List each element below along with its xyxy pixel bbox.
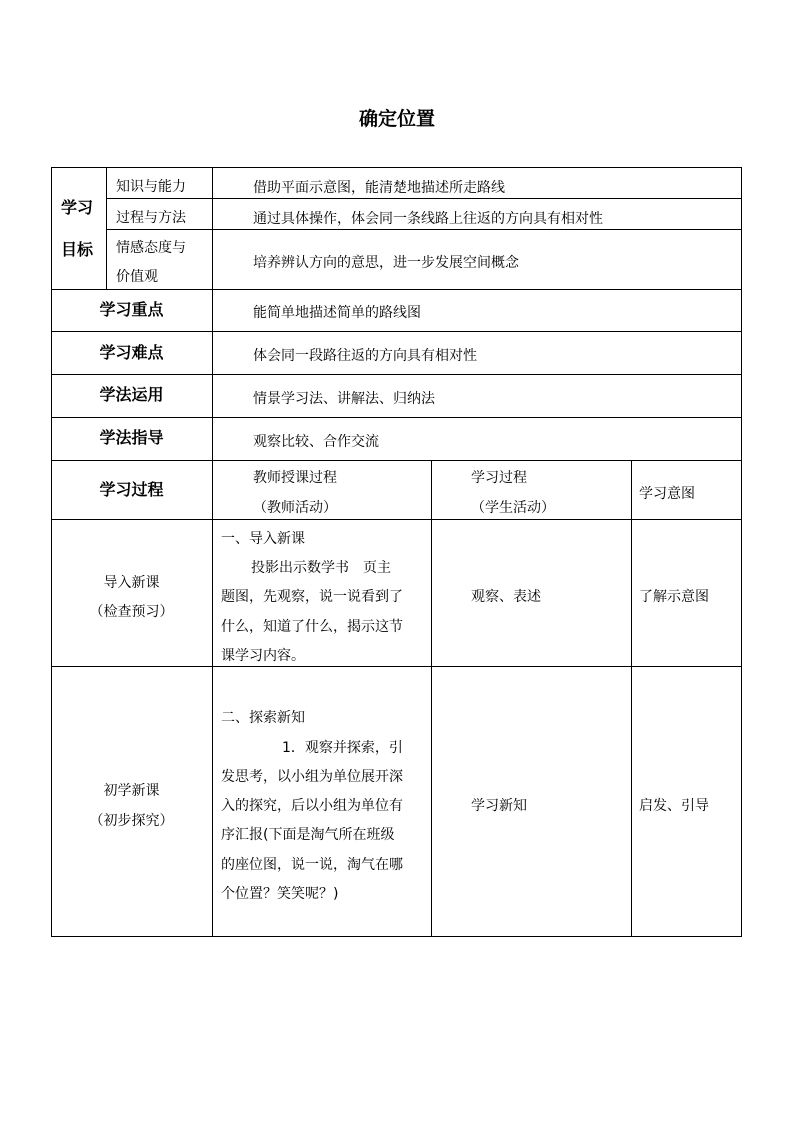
teacher-activity-subtitle: （教师活动）	[253, 500, 337, 516]
method-use-content: 情景学习法、讲解法、归纳法	[253, 391, 435, 407]
stage1-student: 观察、表述	[471, 589, 541, 605]
stage1-teacher-line: 课学习内容。	[221, 648, 305, 664]
objectives-heading-line1: 学习	[61, 198, 94, 217]
process-label: 学习过程	[99, 480, 164, 499]
objective-content-knowledge: 借助平面示意图，能清楚地描述所走路线	[253, 180, 505, 196]
page-title: 确定位置	[358, 108, 435, 130]
method-guide-content: 观察比较、合作交流	[253, 434, 379, 450]
objective-label-process: 过程与方法	[116, 210, 186, 226]
objective-label-emotion-line1: 情感态度与	[116, 240, 186, 256]
focus-content: 能简单地描述简单的路线图	[253, 305, 421, 321]
method-use-label: 学法运用	[99, 385, 164, 404]
student-activity-title: 学习过程	[471, 470, 527, 486]
stage1-subname: （检查预习）	[89, 604, 174, 620]
stage2-name: 初学新课	[103, 783, 160, 799]
stage1-teacher-line: 题图，先观察，说一说看到了	[221, 589, 403, 605]
method-guide-label: 学法指导	[99, 428, 164, 447]
stage2-teacher-line: 入的探究，后以小组为单位有	[221, 798, 403, 814]
stage1-name: 导入新课	[103, 575, 160, 591]
objective-content-process: 通过具体操作，体会同一条线路上往返的方向具有相对性	[253, 211, 603, 227]
stage2-subname: （初步探究）	[89, 813, 174, 829]
difficulty-label: 学习难点	[99, 343, 164, 362]
stage1-teacher-line: 一、导入新课	[221, 531, 305, 547]
intent-header: 学习意图	[639, 486, 695, 502]
stage2-student: 学习新知	[471, 798, 527, 814]
stage2-teacher-line: 二、探索新知	[221, 710, 305, 726]
stage1-intent: 了解示意图	[639, 589, 709, 605]
stage2-teacher-line: 个位置？笑笑呢？)	[221, 886, 339, 902]
focus-label: 学习重点	[99, 300, 164, 319]
stage2-teacher-line: 发思考，以小组为单位展开深	[221, 769, 403, 785]
stage2-teacher-line: 1．观察并探索，引	[282, 740, 403, 756]
stage2-intent: 启发、引导	[639, 798, 709, 814]
objective-label-knowledge: 知识与能力	[116, 179, 186, 195]
stage1-teacher-line: 什么，知道了什么，揭示这节	[221, 619, 403, 635]
objective-label-emotion-line2: 价值观	[116, 269, 158, 285]
stage1-teacher-line: 投影出示数学书 页主	[251, 560, 391, 576]
teacher-activity-title: 教师授课过程	[253, 470, 337, 486]
stage2-teacher-line: 的座位图，说一说，淘气在哪	[221, 857, 403, 873]
stage2-teacher-line: 序汇报(下面是淘气所在班级	[221, 827, 395, 843]
objectives-heading-line2: 目标	[61, 240, 94, 259]
objective-content-emotion: 培养辨认方向的意思，进一步发展空间概念	[253, 255, 519, 271]
difficulty-content: 体会同一段路往返的方向具有相对性	[253, 348, 477, 364]
student-activity-subtitle: （学生活动）	[471, 500, 555, 516]
